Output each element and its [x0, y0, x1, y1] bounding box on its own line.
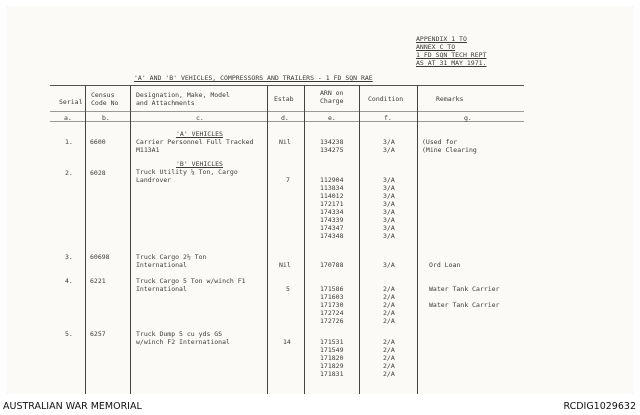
archive-footer [0, 397, 640, 415]
document-page [6, 6, 634, 394]
arn-value: 112904 [320, 176, 344, 184]
archive-name: AUSTRALIAN WAR MEMORIAL [3, 401, 142, 412]
row-4-arn-list [320, 285, 343, 325]
row-3-remark-1: Ord Loan [429, 261, 461, 269]
header-designation-2: and Attachments [136, 99, 195, 107]
condition-value: 3/A [383, 261, 395, 269]
condition-value: 2/A [383, 293, 395, 301]
arn-value: 172724 [320, 309, 344, 317]
column-rule [130, 85, 131, 394]
row-3-designation-1: Truck Cargo 2½ Ton [136, 253, 207, 261]
condition-value: 3/A [383, 184, 395, 192]
column-rule [304, 85, 305, 394]
row-3-estab: Nil [279, 261, 291, 269]
arn-value: 174334 [320, 208, 344, 216]
subheader-b: b. [102, 114, 110, 122]
appendix-line-1: APPENDIX 1 TO [416, 35, 467, 43]
condition-value: 2/A [383, 309, 395, 317]
arn-value: 171820 [320, 354, 344, 362]
condition-value: 2/A [383, 362, 395, 370]
appendix-line-2: ANNEX C TO [416, 43, 456, 51]
condition-value: 3/A [383, 200, 395, 208]
condition-value: 3/A [383, 232, 395, 240]
arn-value: 114012 [320, 192, 344, 200]
arn-value: 134275 [320, 146, 344, 154]
subheader-a: a. [64, 114, 72, 122]
section-a-vehicles: 'A' VEHICLES [176, 130, 223, 138]
record-id: RCDIG1029632 [563, 401, 636, 412]
condition-value: 2/A [383, 354, 395, 362]
row-4-remark-2: Water Tank Carrier [429, 301, 500, 309]
arn-value: 134238 [320, 138, 344, 146]
row-2-designation-2: Landrover [136, 176, 172, 184]
row-5-census: 6257 [90, 330, 106, 338]
subheader-e: e. [328, 114, 336, 122]
row-1-remark-2: (Mine Clearing [422, 146, 477, 154]
row-3-arn-list [320, 261, 343, 269]
row-5-designation-2: w/winch F2 International [136, 338, 230, 346]
appendix-line-4: AS AT 31 MAY 1971. [416, 59, 487, 67]
row-2-serial: 2. [65, 169, 73, 177]
header-census-2: Code No [91, 99, 119, 107]
arn-value: 171531 [320, 338, 344, 346]
row-3-serial: 3. [65, 253, 73, 261]
condition-value: 2/A [383, 317, 395, 325]
row-4-serial: 4. [65, 277, 73, 285]
condition-value: 3/A [383, 224, 395, 232]
row-2-arn-list [320, 176, 343, 240]
condition-value: 3/A [383, 138, 395, 146]
subheader-f: f. [384, 114, 392, 122]
header-estab: Estab [274, 95, 294, 103]
condition-value: 3/A [383, 192, 395, 200]
row-4-estab: 5 [286, 285, 290, 293]
row-4-condition-list [383, 285, 395, 325]
column-rule [85, 85, 86, 394]
header-census-1: Census [91, 91, 115, 99]
arn-value: 171831 [320, 370, 344, 378]
header-remarks: Remarks [436, 95, 464, 103]
arn-value: 172171 [320, 200, 344, 208]
header-condition: Condition [368, 95, 404, 103]
row-5-condition-list [383, 338, 395, 378]
condition-value: 3/A [383, 146, 395, 154]
row-1-serial: 1. [65, 138, 73, 146]
condition-value: 2/A [383, 338, 395, 346]
row-1-condition-list [383, 138, 395, 154]
arn-value: 170788 [320, 261, 344, 269]
header-arn-2: Charge [320, 97, 344, 105]
column-rule [359, 85, 360, 394]
row-2-designation-1: Truck Utility ¼ Ton, Cargo [136, 168, 238, 176]
table-top-rule [50, 85, 524, 86]
condition-value: 3/A [383, 176, 395, 184]
condition-value: 2/A [383, 301, 395, 309]
condition-value: 2/A [383, 285, 395, 293]
row-1-designation-2: M113A1 [136, 146, 160, 154]
row-1-arn-list [320, 138, 343, 154]
header-arn-1: ARN on [320, 89, 344, 97]
arn-value: 171549 [320, 346, 344, 354]
arn-value: 174339 [320, 216, 344, 224]
arn-value: 171829 [320, 362, 344, 370]
row-1-census: 6600 [90, 138, 106, 146]
row-2-census: 6028 [90, 169, 106, 177]
subheader-c: c. [196, 114, 204, 122]
section-b-vehicles: 'B' VEHICLES [176, 160, 223, 168]
arn-value: 113834 [320, 184, 344, 192]
row-5-designation-1: Truck Dump 5 cu yds GS [136, 330, 223, 338]
row-2-condition-list [383, 176, 395, 240]
row-1-remark-1: (Used for [422, 138, 458, 146]
row-5-estab: 14 [283, 338, 291, 346]
condition-value: 3/A [383, 216, 395, 224]
row-4-designation-2: International [136, 285, 187, 293]
header-rule [50, 111, 524, 112]
row-1-designation-1: Carrier Personnel Full Tracked [136, 138, 254, 146]
subheader-g: g. [464, 114, 472, 122]
condition-value: 2/A [383, 346, 395, 354]
row-4-census: 6221 [90, 277, 106, 285]
header-designation-1: Designation, Make, Model [136, 91, 230, 99]
appendix-line-3: 1 FD SQN TECH REPT [416, 51, 487, 59]
row-4-designation-1: Truck Cargo 5 Ton w/winch F1 [136, 277, 246, 285]
arn-value: 174348 [320, 232, 344, 240]
arn-value: 171730 [320, 301, 344, 309]
arn-value: 174347 [320, 224, 344, 232]
table-title: 'A' AND 'B' VEHICLES, COMPRESSORS AND TRAILERS - 1 FD SQN RAE [134, 74, 373, 82]
header-serial: Serial [59, 98, 83, 106]
subheader-d: d. [281, 114, 289, 122]
arn-value: 171586 [320, 285, 344, 293]
row-5-serial: 5. [65, 330, 73, 338]
row-3-condition-list [383, 261, 395, 269]
row-4-remark-1: Water Tank Carrier [429, 285, 500, 293]
row-5-arn-list [320, 338, 343, 378]
condition-value: 2/A [383, 370, 395, 378]
arn-value: 172726 [320, 317, 344, 325]
row-3-census: 60698 [90, 253, 110, 261]
row-1-estab: Nil [279, 138, 291, 146]
condition-value: 3/A [383, 208, 395, 216]
arn-value: 171603 [320, 293, 344, 301]
row-2-estab: 7 [286, 176, 290, 184]
row-3-designation-2: International [136, 261, 187, 269]
column-rule [417, 85, 418, 394]
column-rule [267, 85, 268, 394]
